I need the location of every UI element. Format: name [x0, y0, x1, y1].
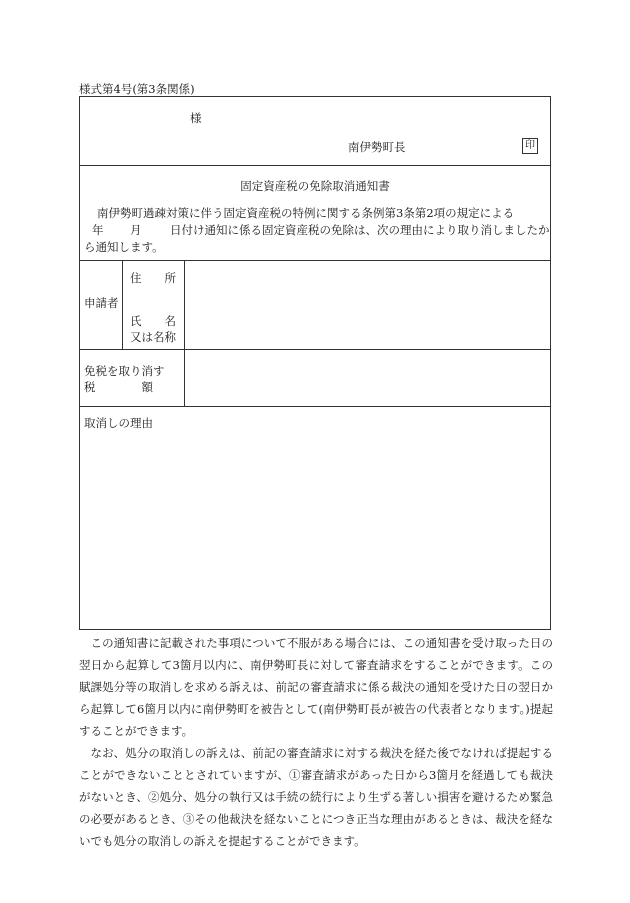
- document-title: 固定資産税の免除取消通知書: [240, 179, 390, 193]
- tax-label-line-1: 免税を取り消す: [84, 364, 165, 378]
- notice-paragraph-1: この通知書に記載された事項について不服がある場合には、この通知書を受け取った日の翌日から起算して3箇月以内に、南伊勢町長に対して審査請求をすることができます。この賦課処分等の取消しを求める訴えは、前記の審査請求に係る裁決の通知を受けた日の翌日から起算して6箇月以内に南伊勢町を被告として(南伊勢町長が被告の代表者となります。)提起することができます。: [79, 636, 553, 738]
- address-label: 住 所: [130, 271, 176, 285]
- body-line-1: 南伊勢町過疎対策に伴う固定資産税の特例に関する条例第3条第2項の規定による: [97, 206, 515, 220]
- tax-label-line-2: 税 額: [84, 380, 153, 394]
- divider-label-vertical: [184, 260, 185, 406]
- issuer-name: 南伊勢町長: [348, 140, 406, 154]
- appeal-notice-text: [79, 632, 553, 852]
- name-sub-label: 又は名称: [130, 330, 176, 344]
- notice-form-frame: [79, 96, 551, 630]
- divider-header: [80, 165, 550, 166]
- body-line-3: ら通知します。: [84, 240, 164, 254]
- notice-paragraph-2: なお、処分の取消しの訴えは、前記の審査請求に対する裁決を経た後でなければ提起することができないこととされていますが、①審査請求があった日から3箇月を経過しても裁決がないとき、②処分、処分の執行又は手続の続行により生ずる著しい損害を避けるため緊急の必要があるとき、③その他裁決を経ないことにつき正当な理由があるときは、裁決を経ないでも処分の取消しの訴えを提起することができます。: [79, 746, 553, 848]
- form-number-label: 様式第4号(第3条関係): [79, 82, 195, 96]
- body-line-2: 日付け通知に係る固定資産税の免除は、次の理由により取り消しましたか: [170, 223, 550, 237]
- divider-tax: [80, 406, 550, 407]
- body-year-label: 年: [92, 223, 104, 237]
- seal-mark: 印: [522, 138, 538, 154]
- divider-applicant: [80, 349, 550, 350]
- divider-applicant-vertical: [122, 260, 123, 349]
- body-month-label: 月: [130, 223, 142, 237]
- name-label: 氏 名: [130, 314, 176, 328]
- divider-body: [80, 260, 550, 261]
- reason-label: 取消しの理由: [84, 416, 153, 430]
- applicant-label: 申請者: [84, 296, 119, 310]
- addressee-suffix: 様: [190, 111, 202, 125]
